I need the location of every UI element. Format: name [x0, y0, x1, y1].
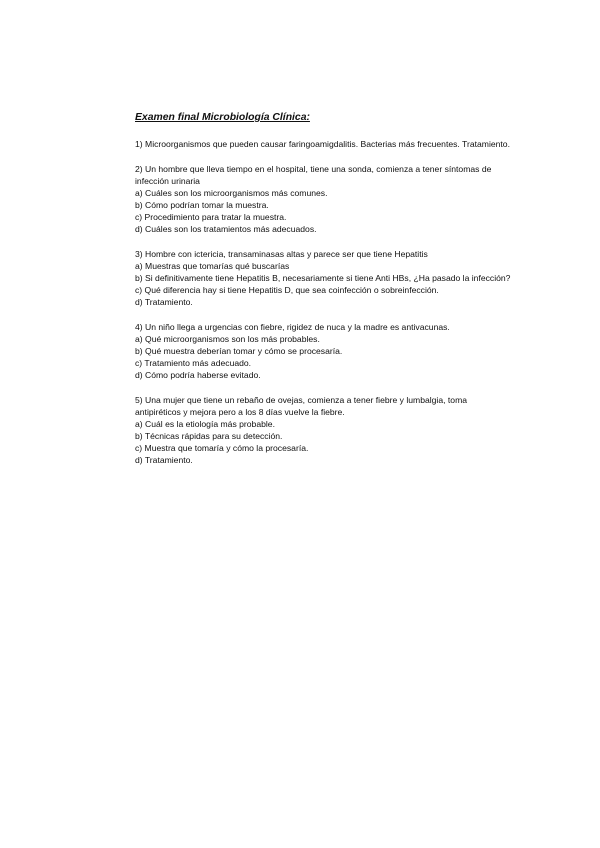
question-2 [135, 163, 515, 235]
question-item: b) Cómo podrían tomar la muestra. [135, 200, 269, 210]
question-item: d) Tratamiento. [135, 297, 193, 307]
page-title: Examen final Microbiología Clínica: [135, 112, 310, 123]
question-stem: 2) Un hombre que lleva tiempo en el hospital, tiene una sonda, comienza a tener síntomas de infección urinaria [135, 164, 492, 186]
question-1 [135, 138, 515, 150]
question-stem: 4) Un niño llega a urgencias con fiebre, rigidez de nuca y la madre es antivacunas. [135, 322, 450, 332]
question-item: d) Cómo podría haberse evitado. [135, 370, 261, 380]
document-content [135, 111, 515, 479]
question-item: a) Cuál es la etiología más probable. [135, 419, 275, 429]
question-item: c) Tratamiento más adecuado. [135, 358, 252, 368]
question-stem: 1) Microorganismos que pueden causar faringoamigdalitis. Bacterias más frecuentes. Tratamiento. [135, 139, 510, 149]
question-item: a) Cuáles son los microorganismos más comunes. [135, 188, 328, 198]
question-stem: 5) Una mujer que tiene un rebaño de ovejas, comienza a tener fiebre y lumbalgia, toma antipiréticos y mejora pero a los 8 días vuelve la fiebre. [135, 395, 468, 417]
question-5 [135, 394, 515, 466]
question-4 [135, 321, 515, 381]
question-stem: 3) Hombre con ictericia, transaminasas altas y parece ser que tiene Hepatitis [135, 249, 428, 259]
question-item: d) Cuáles son los tratamientos más adecuados. [135, 224, 317, 234]
question-item: a) Qué microorganismos son los más probables. [135, 334, 320, 344]
question-3 [135, 248, 515, 308]
question-item: b) Técnicas rápidas para su detección. [135, 431, 283, 441]
question-item: c) Procedimiento para tratar la muestra. [135, 212, 287, 222]
question-item: b) Si definitivamente tiene Hepatitis B, necesariamente si tiene Anti HBs, ¿Ha pasado la infección? [135, 273, 511, 283]
question-item: a) Muestras que tomarías qué buscarías [135, 261, 290, 271]
question-item: d) Tratamiento. [135, 455, 193, 465]
question-item: b) Qué muestra deberían tomar y cómo se procesaría. [135, 346, 343, 356]
question-item: c) Qué diferencia hay si tiene Hepatitis D, que sea coinfección o sobreinfección. [135, 285, 439, 295]
question-item: c) Muestra que tomaría y cómo la procesaría. [135, 443, 309, 453]
